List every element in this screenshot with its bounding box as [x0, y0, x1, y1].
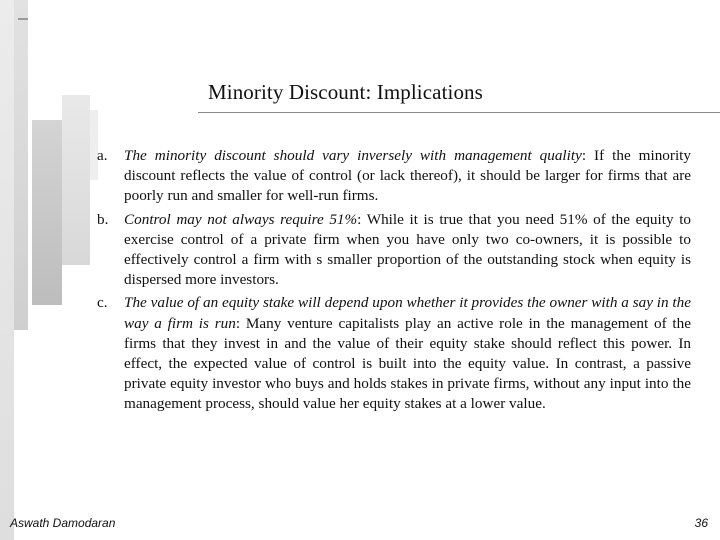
item-body: : If the minority discount reflects the value of control (or lack thereof), it should be larger for firms that are poorly run and smaller for well-run firms.: [124, 147, 691, 205]
list-item-a: [97, 146, 691, 207]
title-row: [198, 78, 720, 116]
page-number: 36: [694, 516, 708, 530]
corner-mark: [18, 18, 28, 20]
item-marker: a.: [97, 147, 108, 164]
item-body: : While it is true that you need 51% of the equity to exercise control of a private firm when you have only two co-owners, it is possible to effectively control a firm with s smaller proportion of the outstanding stock when equity is dispersed more investors.: [124, 210, 692, 289]
footer-author: Aswath Damodaran: [10, 516, 116, 530]
list-item-b: [97, 210, 691, 291]
item-body: : Many venture capitalists play an active role in the management of the firms that they invest in and the value of their equity stake should reflect this power. In effect, the expected value of control is built into the equity value. In contrast, a passive private equity investor who buys and holds stakes in private firms, without any input into the management process, should value her equity stakes at a lower value.: [124, 314, 691, 413]
title-underline: [198, 112, 720, 113]
item-heading: The value of an equity stake will depend upon whether it provides the owner with a say in the way a firm is run: [124, 294, 691, 332]
decorative-bar-4: [62, 95, 90, 265]
decorative-bar-1: [0, 0, 14, 540]
decorative-bar-2: [14, 0, 28, 330]
item-heading: The minority discount should vary inversely with management quality: [124, 147, 582, 164]
implications-list: [97, 146, 691, 418]
slide-title: Minority Discount: Implications: [208, 80, 483, 104]
decorative-bar-3: [32, 120, 62, 305]
list-item-c: [97, 293, 691, 414]
item-heading: Control may not always require 51%: [124, 210, 358, 228]
item-marker: b.: [97, 210, 109, 228]
item-marker: c.: [97, 294, 108, 312]
